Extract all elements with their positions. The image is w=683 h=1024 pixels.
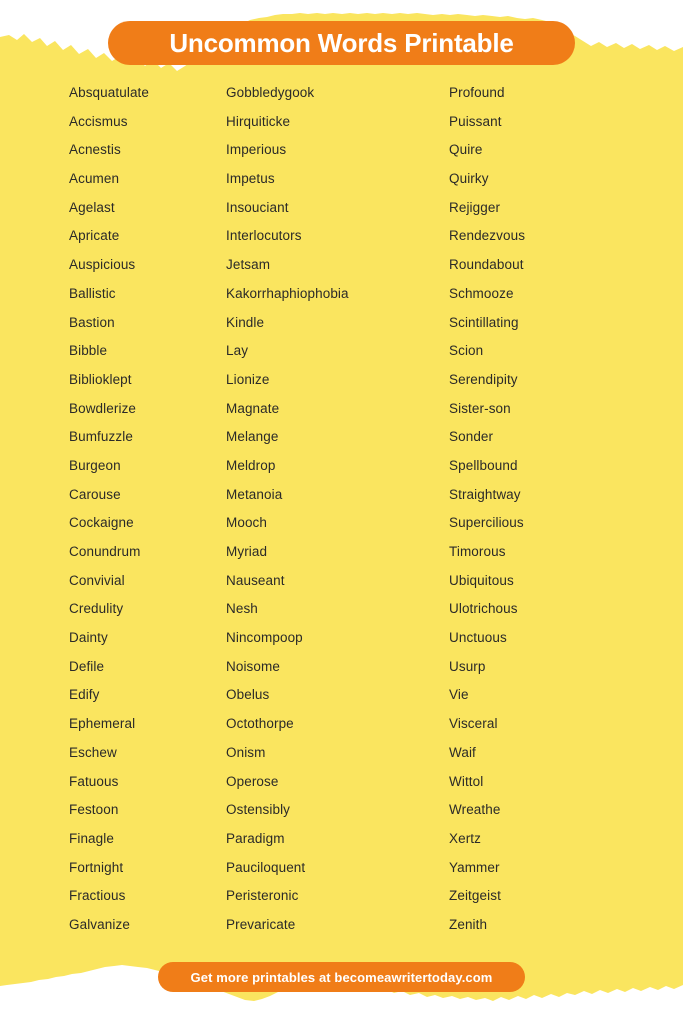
list-item: Unctuous: [449, 630, 507, 646]
list-item: Wittol: [449, 773, 484, 789]
list-item: Agelast: [69, 199, 115, 215]
word-column-2: [213, 86, 435, 946]
list-item: Onism: [226, 744, 266, 760]
list-item: Pauciloquent: [226, 859, 306, 875]
list-item: Fatuous: [69, 773, 119, 789]
list-item: Lionize: [226, 371, 270, 387]
list-item: Spellbound: [449, 457, 518, 473]
list-item: Gobbledygook: [226, 85, 315, 100]
list-item: Bibble: [69, 343, 108, 359]
list-item: Kakorrhaphiophobia: [226, 285, 349, 301]
list-item: Noisome: [226, 658, 280, 674]
page-title: Uncommon Words Printable: [169, 28, 514, 58]
list-item: Quire: [449, 142, 483, 158]
list-item: Kindle: [226, 314, 265, 330]
list-item: Convivial: [69, 572, 125, 588]
list-item: Bowdlerize: [69, 400, 137, 416]
list-item: Scintillating: [449, 314, 519, 330]
list-item: Visceral: [449, 716, 498, 732]
list-item: Interlocutors: [226, 228, 302, 244]
list-item: Finagle: [69, 830, 114, 846]
list-item: Melange: [226, 429, 279, 445]
word-column-1: [0, 86, 213, 946]
list-item: Metanoia: [226, 486, 283, 502]
list-item: Imperious: [226, 142, 287, 158]
list-item: Usurp: [449, 658, 486, 674]
list-item: Waif: [449, 744, 476, 760]
list-item: Rendezvous: [449, 228, 526, 244]
list-item: Dainty: [69, 630, 108, 646]
list-item: Fortnight: [69, 859, 124, 875]
list-item: Carouse: [69, 486, 121, 502]
list-item: Ostensibly: [226, 802, 291, 818]
list-item: Magnate: [226, 400, 280, 416]
footer-cta-banner[interactable]: [158, 962, 525, 992]
list-item: Sister-son: [449, 400, 511, 416]
list-item: Ballistic: [69, 285, 116, 301]
list-item: Puissant: [449, 113, 502, 129]
list-item: Myriad: [226, 544, 268, 559]
list-item: Hirquiticke: [226, 113, 291, 129]
list-item: Acumen: [69, 171, 120, 187]
list-item: Xertz: [449, 830, 482, 846]
list-item: Straightway: [449, 486, 521, 502]
list-item: Obelus: [226, 687, 270, 703]
list-item: Supercilious: [449, 515, 524, 531]
list-item: Timorous: [449, 544, 506, 559]
list-item: Eschew: [69, 744, 117, 760]
list-item: Absquatulate: [69, 85, 150, 100]
word-column-3: [435, 86, 683, 946]
list-item: Cockaigne: [69, 515, 134, 531]
list-item: Zenith: [449, 916, 488, 932]
list-item: Bumfuzzle: [69, 429, 133, 445]
list-item: Mooch: [226, 515, 268, 531]
list-item: Biblioklept: [69, 371, 132, 387]
list-item: Meldrop: [226, 457, 276, 473]
list-item: Roundabout: [449, 257, 524, 273]
list-item: Apricate: [69, 228, 120, 244]
list-item: Quirky: [449, 171, 489, 187]
list-item: Acnestis: [69, 142, 121, 158]
list-item: Auspicious: [69, 257, 136, 273]
list-item: Rejigger: [449, 199, 501, 215]
list-item: Paradigm: [226, 830, 285, 846]
list-item: Galvanize: [69, 916, 130, 932]
list-item: Nesh: [226, 601, 258, 617]
list-item: Prevaricate: [226, 916, 296, 932]
list-item: Nauseant: [226, 572, 285, 588]
list-item: Nincompoop: [226, 630, 303, 646]
list-item: Vie: [449, 687, 469, 703]
list-item: Jetsam: [226, 257, 271, 273]
list-item: Yammer: [449, 859, 500, 875]
list-item: Ubiquitous: [449, 572, 514, 588]
list-item: Peristeronic: [226, 888, 299, 904]
list-item: Wreathe: [449, 802, 501, 818]
list-item: Credulity: [69, 601, 124, 617]
list-item: Impetus: [226, 171, 275, 187]
list-item: Zeitgeist: [449, 888, 501, 904]
list-item: Operose: [226, 773, 279, 789]
list-item: Sonder: [449, 429, 494, 445]
list-item: Lay: [226, 343, 249, 359]
list-item: Serendipity: [449, 371, 518, 387]
list-item: Festoon: [69, 802, 119, 818]
list-item: Ulotrichous: [449, 601, 518, 617]
list-item: Insouciant: [226, 199, 289, 215]
word-list-area: [0, 86, 683, 946]
list-item: Conundrum: [69, 544, 141, 559]
list-item: Scion: [449, 343, 484, 359]
list-item: Accismus: [69, 113, 128, 129]
list-item: Profound: [449, 85, 505, 100]
title-banner: [108, 21, 575, 65]
list-item: Bastion: [69, 314, 115, 330]
list-item: Defile: [69, 658, 105, 674]
footer-cta-label: Get more printables at becomeawritertoday.com: [190, 969, 493, 985]
list-item: Fractious: [69, 888, 126, 904]
list-item: Burgeon: [69, 457, 121, 473]
list-item: Octothorpe: [226, 716, 294, 732]
list-item: Schmooze: [449, 285, 514, 301]
list-item: Ephemeral: [69, 716, 136, 732]
list-item: Edify: [69, 687, 100, 703]
